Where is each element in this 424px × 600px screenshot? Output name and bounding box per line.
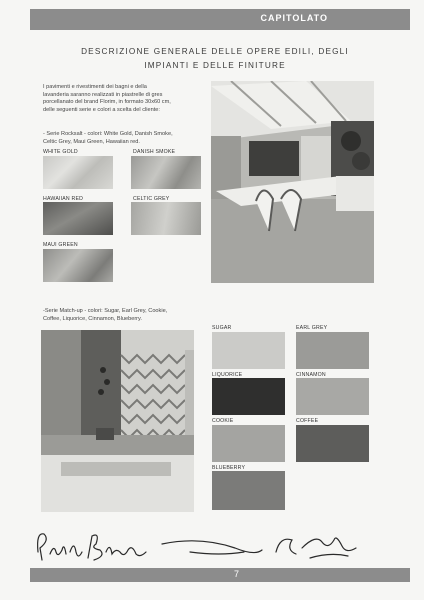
series2-line: Coffee, Liquorice, Cinnamon, Blueberry. (43, 315, 142, 322)
series1-line: - Serie Rocksalt - colori: White Gold, Danish Smoke, (43, 131, 173, 137)
series1-line: Celtic Grey, Maui Green, Hawaiian red. (43, 138, 140, 145)
swatch-label-earl-grey: EARL GREY (296, 325, 328, 331)
swatch-label-celtic-grey: CELTIC GREY (133, 196, 170, 202)
swatch-sugar (212, 332, 285, 369)
section-heading (60, 45, 370, 73)
intro-line: I pavimenti e rivestimenti dei bagni e della (43, 84, 147, 90)
swatch-label-coffee: COFFEE (296, 418, 319, 424)
intro-line: porcellanato del brand Florim, in formato 30x60 cm, (43, 99, 171, 106)
intro-line: delle seguenti serie e colori a scelta del cliente: (43, 106, 160, 113)
swatch-label-blueberry: BLUEBERRY (212, 465, 246, 471)
footer-band (30, 568, 410, 582)
heading-line-1: DESCRIZIONE GENERALE DELLE OPERE EDILI, DEGLI (81, 47, 349, 56)
swatch-cinnamon (296, 378, 369, 415)
series2-line: -Serie Match-up - colori: Sugar, Earl Grey, Cookie, (43, 308, 168, 314)
page-number: 7 (234, 569, 240, 579)
swatch-celtic-grey (131, 202, 201, 235)
interior-photo-bathroom (41, 330, 194, 512)
swatch-earl-grey (296, 332, 369, 369)
intro-line: lavanderia saranno realizzati in piastrelle di gres (43, 91, 163, 98)
swatch-maui-green (43, 249, 113, 282)
swatch-danish-smoke (131, 156, 201, 189)
header-band (30, 9, 410, 30)
swatch-label-sugar: SUGAR (212, 325, 232, 331)
handwritten-signatures (30, 522, 390, 568)
swatch-label-danish-smoke: DANISH SMOKE (133, 149, 176, 155)
heading-line-2: IMPIANTI E DELLE FINITURE (144, 61, 286, 70)
swatch-cookie (212, 425, 285, 462)
swatch-label-cinnamon: CINNAMON (296, 372, 326, 378)
interior-photo-living-room (211, 81, 374, 283)
swatch-coffee (296, 425, 369, 462)
swatch-blueberry (212, 471, 285, 510)
swatch-white-gold (43, 156, 113, 189)
swatch-label-hawaiian-red: HAWAIIAN RED (43, 196, 84, 202)
swatch-label-white-gold: WHITE GOLD (43, 149, 78, 155)
swatch-label-cookie: COOKIE (212, 418, 234, 424)
series2-description (43, 308, 208, 323)
header-title: CAPITOLATO (260, 13, 328, 23)
swatch-label-liquorice: LIQUORICE (212, 372, 243, 378)
swatch-liquorice (212, 378, 285, 415)
intro-paragraph (43, 84, 208, 114)
series1-description (43, 131, 208, 146)
swatch-hawaiian-red (43, 202, 113, 235)
swatch-label-maui-green: MAUI GREEN (43, 242, 78, 248)
